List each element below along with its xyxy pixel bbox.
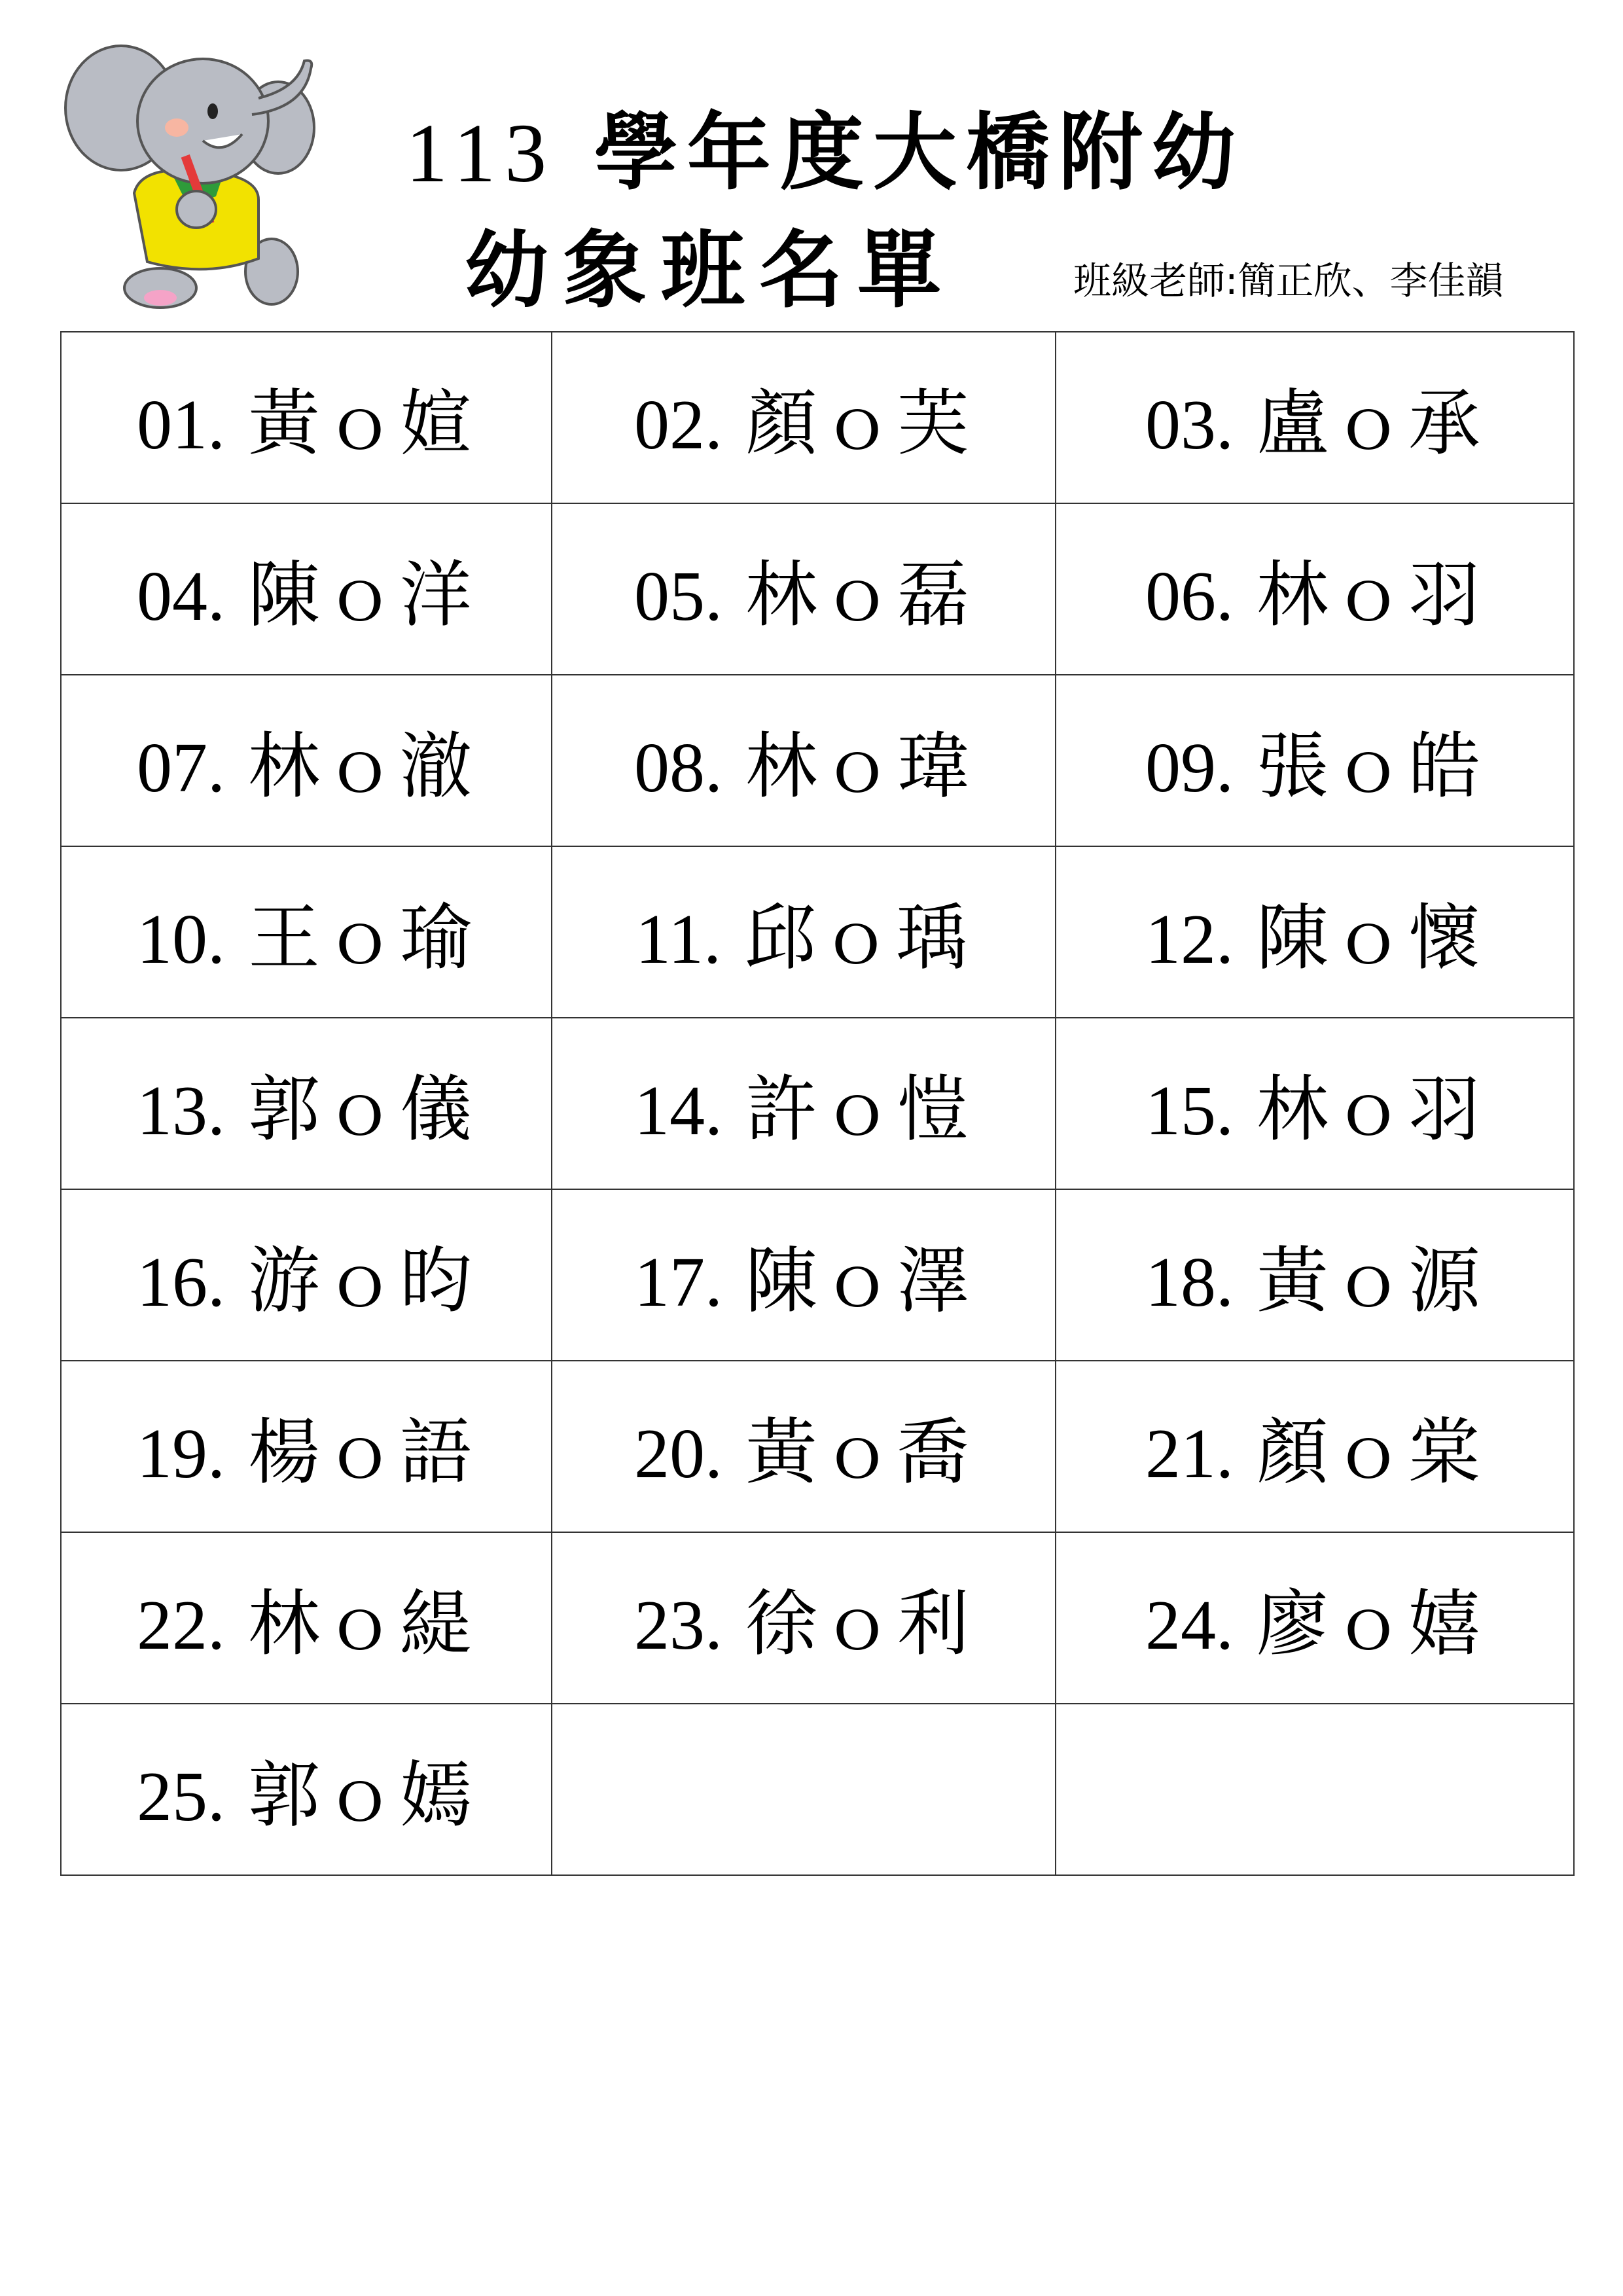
roster-cell <box>1056 1532 1574 1704</box>
student-name: 黃ｏ媗 <box>247 382 476 465</box>
student-name: 許ｏ愷 <box>745 1067 973 1151</box>
student-name: 陳ｏ懷 <box>1256 896 1484 980</box>
roster-cell <box>1056 675 1574 846</box>
student-name: 張ｏ皓 <box>1256 725 1484 808</box>
table-row <box>61 332 1574 503</box>
student-name: 王ｏ瑜 <box>247 896 476 980</box>
student-number: 10. <box>137 901 226 978</box>
roster-cell <box>61 503 552 675</box>
table-row <box>61 846 1574 1018</box>
roster-cell <box>1056 1189 1574 1361</box>
student-number: 07. <box>137 729 226 807</box>
student-name: 游ｏ昀 <box>247 1239 476 1323</box>
roster-cell <box>1056 332 1574 503</box>
student-name: 林ｏ緹 <box>247 1582 476 1666</box>
roster-cell <box>1056 846 1574 1018</box>
student-number: 16. <box>137 1244 226 1321</box>
student-number: 14. <box>634 1072 723 1150</box>
table-row <box>61 1189 1574 1361</box>
student-name: 顏ｏ棠 <box>1256 1410 1484 1494</box>
student-number: 01. <box>137 386 226 464</box>
academic-year: 113 <box>406 107 556 200</box>
roster-cell <box>552 1189 1056 1361</box>
table-row <box>61 675 1574 846</box>
student-name: 陳ｏ洋 <box>247 553 476 637</box>
student-number: 20. <box>634 1415 723 1493</box>
page-title-line1 <box>406 104 1245 202</box>
roster-cell <box>61 846 552 1018</box>
student-name: 黃ｏ源 <box>1256 1239 1484 1323</box>
student-number: 12. <box>1145 901 1234 978</box>
student-number: 17. <box>634 1244 723 1321</box>
student-name: 黃ｏ喬 <box>745 1410 973 1494</box>
student-number: 15. <box>1145 1072 1234 1150</box>
student-name: 邱ｏ瑀 <box>743 896 972 980</box>
student-name: 顏ｏ芙 <box>745 382 973 465</box>
table-row <box>61 1532 1574 1704</box>
student-number: 02. <box>634 386 723 464</box>
student-number: 25. <box>137 1758 226 1836</box>
student-number: 21. <box>1145 1415 1234 1493</box>
elephant-mascot-icon <box>62 36 324 311</box>
student-name: 盧ｏ承 <box>1256 382 1484 465</box>
roster-cell <box>552 846 1056 1018</box>
roster-cell <box>552 332 1056 503</box>
roster-cell <box>552 1018 1056 1189</box>
student-number: 22. <box>137 1587 226 1664</box>
student-number: 19. <box>137 1415 226 1493</box>
table-row <box>61 1361 1574 1532</box>
student-name: 林ｏ磊 <box>745 553 973 637</box>
student-name: 郭ｏ儀 <box>247 1067 476 1151</box>
student-roster-table <box>60 331 1575 1876</box>
table-row <box>61 1018 1574 1189</box>
student-number: 13. <box>137 1072 226 1150</box>
roster-cell <box>552 503 1056 675</box>
student-name: 陳ｏ澤 <box>745 1239 973 1323</box>
student-name: 楊ｏ語 <box>247 1410 476 1494</box>
table-row <box>61 503 1574 675</box>
student-number: 09. <box>1145 729 1234 807</box>
roster-cell <box>61 332 552 503</box>
page-title-line2: 幼象班名單 <box>465 222 956 319</box>
student-name: 林ｏ澈 <box>247 725 476 808</box>
student-number: 03. <box>1145 386 1234 464</box>
empty-cell <box>552 1704 1056 1875</box>
roster-cell <box>61 1361 552 1532</box>
roster-cell <box>61 1189 552 1361</box>
roster-cell <box>552 675 1056 846</box>
student-number: 08. <box>634 729 723 807</box>
roster-cell <box>61 675 552 846</box>
school-name: 學年度大橋附幼 <box>594 104 1245 202</box>
student-number: 04. <box>137 558 226 636</box>
student-name: 林ｏ羽 <box>1256 553 1484 637</box>
student-name: 林ｏ瑋 <box>745 725 973 808</box>
student-name: 徐ｏ利 <box>745 1582 973 1666</box>
roster-cell <box>61 1704 552 1875</box>
student-number: 11. <box>635 901 722 978</box>
student-name: 廖ｏ嬉 <box>1256 1582 1484 1666</box>
roster-cell <box>1056 503 1574 675</box>
roster-cell <box>1056 1361 1574 1532</box>
student-number: 06. <box>1145 558 1234 636</box>
student-name: 林ｏ羽 <box>1256 1067 1484 1151</box>
student-name: 郭ｏ嫣 <box>247 1753 476 1837</box>
roster-cell <box>61 1532 552 1704</box>
roster-cell <box>1056 1018 1574 1189</box>
roster-cell <box>552 1532 1056 1704</box>
student-number: 18. <box>1145 1244 1234 1321</box>
roster-cell <box>61 1018 552 1189</box>
student-number: 05. <box>634 558 723 636</box>
class-teachers: 班級老師:簡正欣、李佳韻 <box>1073 259 1504 303</box>
empty-cell <box>1056 1704 1574 1875</box>
roster-cell <box>552 1361 1056 1532</box>
table-row <box>61 1704 1574 1875</box>
student-number: 24. <box>1145 1587 1234 1664</box>
student-number: 23. <box>634 1587 723 1664</box>
